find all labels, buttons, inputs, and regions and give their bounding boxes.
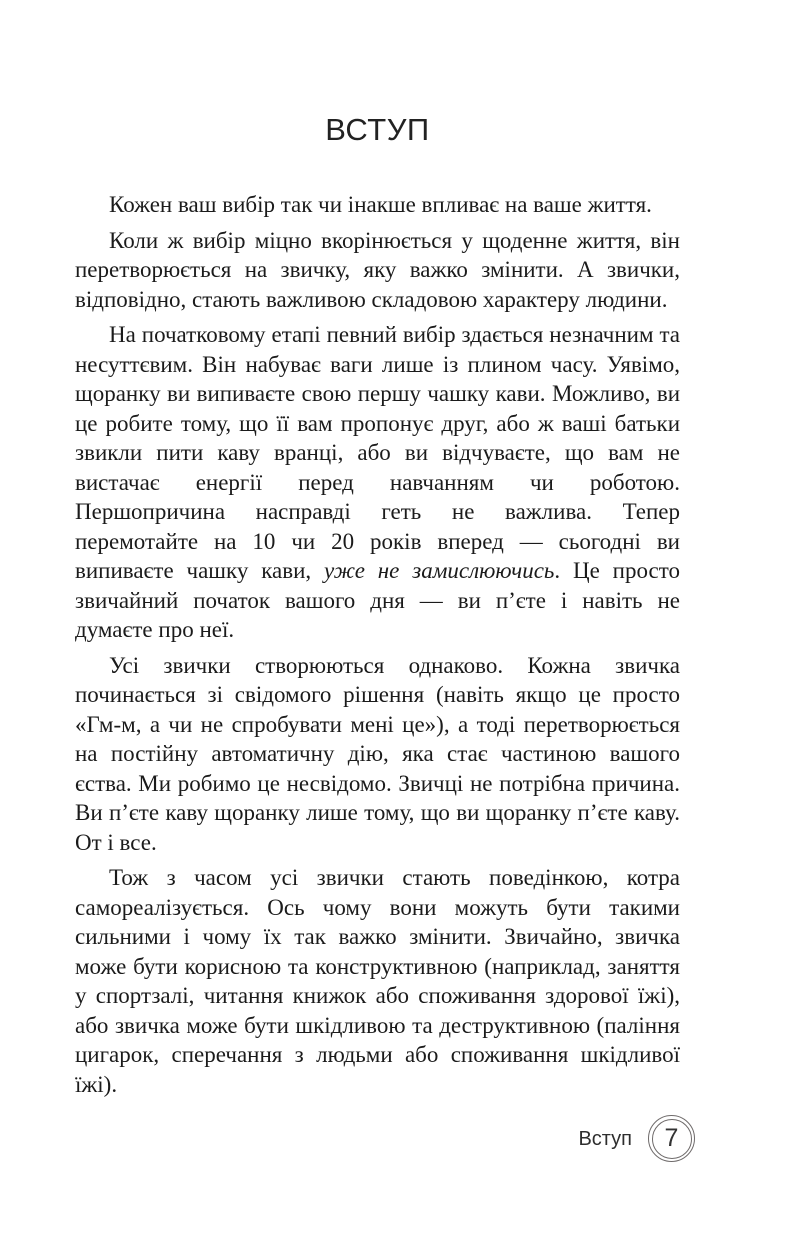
page-number-badge [648,1115,695,1162]
page-number: 7 [664,1124,679,1152]
text-segment: . Це просто звичайний початок вашого дня — ви п’єте і навіть не думаєте про неї. [75,558,680,642]
chapter-title: ВСТУП [325,112,430,147]
text-segment: Кожен ваш вибір так чи інакше впливає на ваше життя. [109,192,652,217]
paragraph [75,863,680,1099]
page-footer [578,1115,695,1162]
paragraph [75,320,680,645]
text-segment: Тож з часом усі звички стають поведінкою, котра самореалізується. Ось чому вони можуть бути такими сильними і чому їх так важко змінити. Звичайно, звичка може бути корисною та конструктивною (наприклад, заняття у спортзалі, читання книжок або споживання здорової їжі), або звичка може бути шкідливою та деструктивною (паління цигарок, сперечання з людьми або споживання шкідливої їжі). [75,865,680,1097]
text-column [75,0,680,1099]
body-text [75,190,680,1099]
page-number-inner-ring [652,1119,692,1159]
text-segment: Коли ж вибір міцно вкорінюється у щоденне життя, він перетворюється на звичку, яку важко змінити. А звички, відповідно, стають важливою складовою характеру людини. [75,227,680,312]
italic-text-segment: уже не замислюючись [324,558,555,583]
text-segment: Усі звички створюються однаково. Кожна звичка починається зі свідомого рішення (навіть якщо це просто «Гм-м, а чи не спробувати мені це»), а тоді перетворюється на постійну автоматичну дію, яка стає частиною вашого єства. Ми робимо це несвідомо. Звичці не потрібна причина. Ви п’єте каву щоранку лише тому, що ви щоранку п’єте каву. От і все. [75,652,680,855]
paragraph [75,190,680,220]
paragraph [75,651,680,858]
text-segment: На початковому етапі певний вибір здається незначним та несуттєвим. Він набуває ваги лише із плином часу. Уявімо, щоранку ви випиваєте свою першу чашку кави. Можливо, ви це робите тому, що її вам пропонує друг, або ж ваші батьки звикли пити каву вранці, або ви відчуваєте, що вам не вистачає енергії перед навчанням чи роботою. Першопричина насправді геть не важлива. Тепер перемотайте на 10 чи 20 років вперед — сьогодні ви випиваєте чашку кави, [75,322,680,583]
footer-section-label: Вступ [578,1127,632,1150]
paragraph [75,226,680,315]
